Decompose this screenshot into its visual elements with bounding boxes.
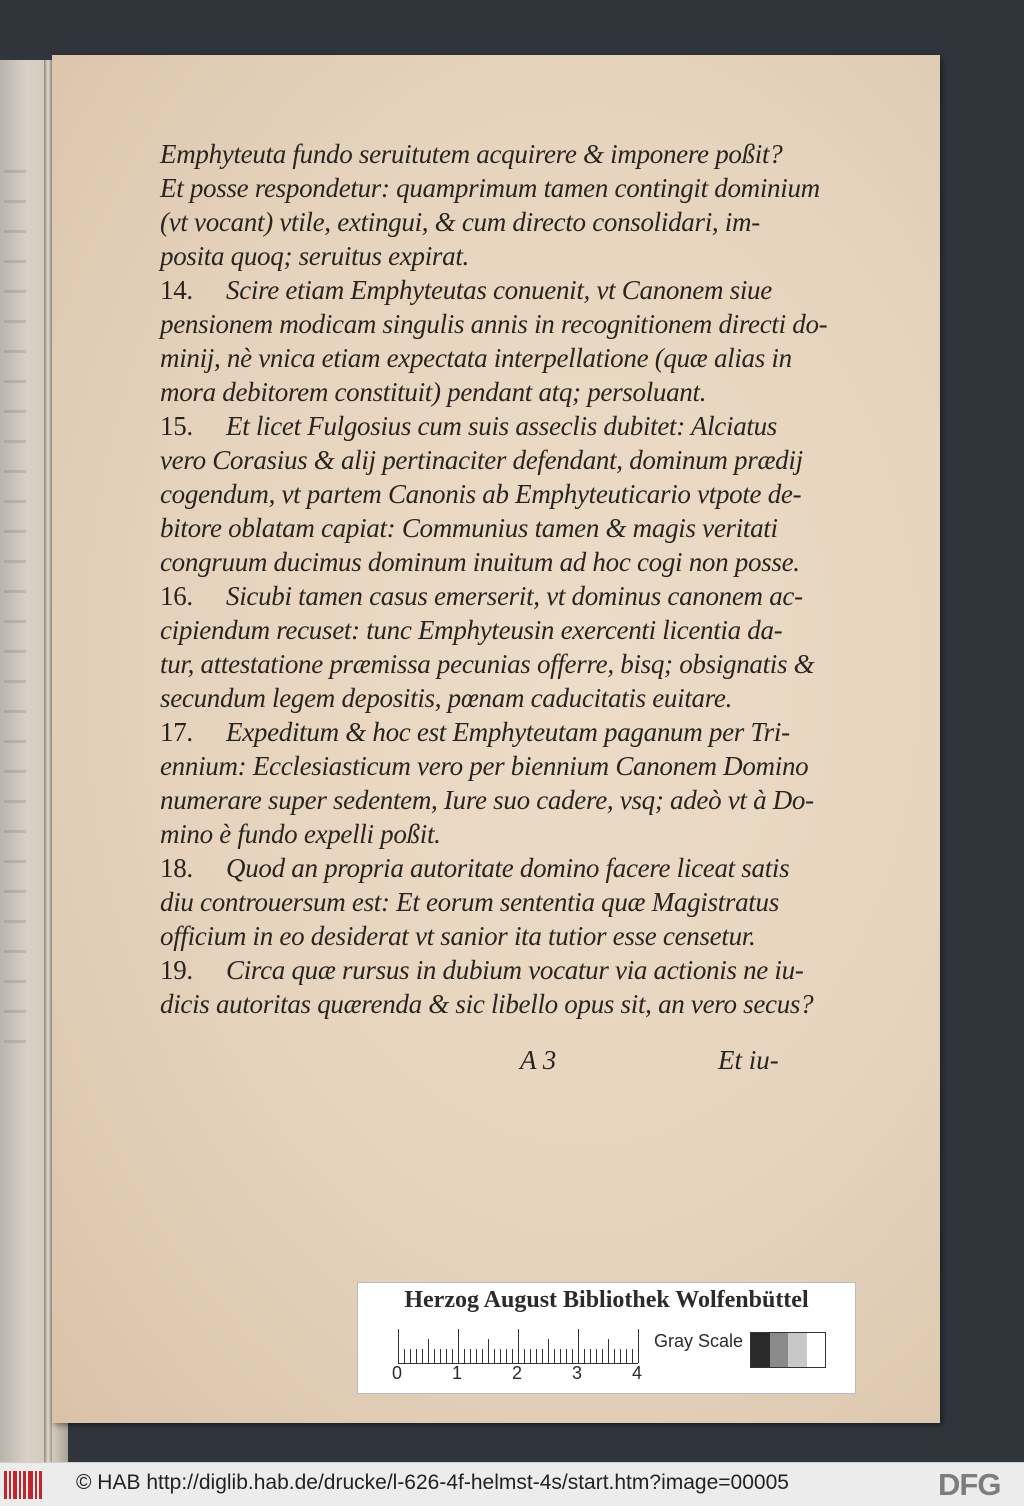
signature-mark: A 3 <box>520 1045 557 1075</box>
section-number: 19. <box>160 955 193 985</box>
text-line <box>160 817 808 851</box>
line-text: ennium: Ecclesiasticum vero per biennium Canonem Domino <box>160 751 809 781</box>
line-text: (vt vocant) vtile, extingui, & cum directo consolidari, im- <box>160 207 760 237</box>
ruler-tick <box>440 1349 441 1363</box>
line-text: Et posse respondetur: quamprimum tamen contingit dominium <box>160 173 820 203</box>
scale-ruler <box>398 1329 638 1365</box>
text-line <box>160 987 814 1021</box>
ruler-tick <box>620 1349 621 1363</box>
ruler-tick <box>470 1349 471 1363</box>
line-text: Expeditum & hoc est Emphyteutam paganum per Tri- <box>226 717 790 747</box>
text-line <box>160 239 808 273</box>
ruler-number: 4 <box>632 1363 643 1383</box>
gray-swatch <box>788 1333 807 1367</box>
ruler-tick <box>488 1339 489 1363</box>
text-line <box>160 443 808 477</box>
catchword: Et iu- <box>718 1045 779 1075</box>
book-fold <box>44 60 52 1475</box>
line-text: Scire etiam Emphyteutas conuenit, vt Canonem siue <box>226 275 772 305</box>
gray-swatch <box>751 1333 770 1367</box>
line-text: dicis autoritas quærenda & sic libello opus sit, an vero secus? <box>160 989 814 1019</box>
page-footer <box>520 1045 940 1085</box>
barcode-icon <box>4 1471 44 1499</box>
ruler-tick <box>554 1349 555 1363</box>
ruler-tick <box>632 1349 633 1363</box>
line-text: Circa quæ rursus in dubium vocatur via actionis ne iu- <box>226 955 804 985</box>
text-line <box>160 885 808 919</box>
ruler-tick <box>506 1349 507 1363</box>
ruler-tick <box>596 1349 597 1363</box>
ruler-number: 2 <box>512 1363 523 1383</box>
library-color-card <box>357 1282 856 1394</box>
ruler-tick <box>626 1349 627 1363</box>
gray-swatch <box>807 1333 826 1367</box>
text-line <box>160 919 808 953</box>
ruler-tick <box>578 1329 579 1363</box>
dfg-logo: DFG <box>938 1467 1001 1502</box>
line-text: pensionem modicam singulis annis in recognitionem directi do- <box>160 309 828 339</box>
card-title: Herzog August Bibliothek Wolfenbüttel <box>404 1287 809 1313</box>
line-text: bitore oblatam capiat: Communius tamen & magis veritati <box>160 513 778 543</box>
ruler-number: 1 <box>452 1363 463 1383</box>
ruler-tick <box>428 1339 429 1363</box>
ruler-tick <box>638 1329 639 1363</box>
ruler-tick <box>560 1349 561 1363</box>
line-text: vero Corasius & alij pertinaciter defendant, dominum prædij <box>160 445 803 475</box>
ruler-tick <box>494 1349 495 1363</box>
ruler-tick <box>602 1349 603 1363</box>
line-text: Quod an propria autoritate domino facere liceat satis <box>226 853 790 883</box>
text-line <box>160 579 808 613</box>
page-text <box>160 137 828 1021</box>
line-text: officium in eo desiderat vt sanior ita tutior esse censetur. <box>160 921 756 951</box>
line-text: congruum ducimus dominum inuitum ad hoc cogi non posse. <box>160 547 800 577</box>
text-line <box>160 409 808 443</box>
line-text: mora debitorem constituit) pendant atq; persoluant. <box>160 377 707 407</box>
ruler-tick <box>482 1349 483 1363</box>
text-line <box>160 307 828 341</box>
gray-scale-label: Gray Scale <box>654 1331 744 1351</box>
ruler-tick <box>398 1329 399 1363</box>
line-text: cogendum, vt partem Canonis ab Emphyteuticario vtpote de- <box>160 479 802 509</box>
ruler-tick <box>512 1349 513 1363</box>
ruler-tick <box>590 1349 591 1363</box>
text-line <box>160 613 808 647</box>
text-line <box>160 749 808 783</box>
text-line <box>160 341 808 375</box>
text-line <box>160 137 808 171</box>
text-line <box>160 477 808 511</box>
section-number: 18. <box>160 853 193 883</box>
source-url-text[interactable]: © HAB http://diglib.hab.de/drucke/l-626-4f-helmst-4s/start.htm?image=00005 <box>76 1471 789 1494</box>
ruler-tick <box>422 1349 423 1363</box>
line-text: diu controuersum est: Et eorum sententia quæ Magistratus <box>160 887 779 917</box>
ruler-tick <box>614 1349 615 1363</box>
line-text: numerare super sedentem, Iure suo cadere, vsq; adeò vt à Do- <box>160 785 814 815</box>
text-line <box>160 715 808 749</box>
ruler-tick <box>524 1349 525 1363</box>
ruler-tick <box>464 1349 465 1363</box>
ruler-tick <box>518 1329 519 1363</box>
ruler-tick <box>608 1339 609 1363</box>
line-text: mino è fundo expelli poßit. <box>160 819 441 849</box>
text-line <box>160 545 808 579</box>
ruler-tick <box>452 1349 453 1363</box>
line-text: secundum legem depositis, pœnam caducitatis euitare. <box>160 683 733 713</box>
text-line <box>160 375 808 409</box>
ruler-tick <box>434 1349 435 1363</box>
text-line <box>160 205 808 239</box>
line-text: Emphyteuta fundo seruitutem acquirere & imponere poßit? <box>160 139 783 169</box>
section-number: 14. <box>160 275 193 305</box>
ruler-tick <box>548 1339 549 1363</box>
document-page <box>52 55 940 1423</box>
ruler-tick <box>404 1349 405 1363</box>
section-number: 17. <box>160 717 193 747</box>
ruler-number: 3 <box>572 1363 583 1383</box>
section-number: 15. <box>160 411 193 441</box>
ruler-tick <box>530 1349 531 1363</box>
text-line <box>160 511 808 545</box>
line-text: posita quoq; seruitus expirat. <box>160 241 469 271</box>
ruler-tick <box>536 1349 537 1363</box>
text-line <box>160 681 808 715</box>
gray-swatch <box>770 1333 789 1367</box>
ruler-tick <box>584 1349 585 1363</box>
ruler-number: 0 <box>392 1363 403 1383</box>
line-text: Sicubi tamen casus emerserit, vt dominus canonem ac- <box>226 581 803 611</box>
text-line <box>160 851 808 885</box>
text-line <box>160 783 814 817</box>
ruler-tick <box>476 1349 477 1363</box>
status-bar <box>0 1462 1024 1506</box>
text-line <box>160 647 815 681</box>
ruler-tick <box>410 1349 411 1363</box>
gray-scale-swatches <box>750 1332 826 1368</box>
line-text: tur, attestatione præmissa pecunias offerre, bisq; obsignatis & <box>160 649 815 679</box>
ruler-tick <box>542 1349 543 1363</box>
ruler-tick <box>416 1349 417 1363</box>
ruler-tick <box>500 1349 501 1363</box>
line-text: Et licet Fulgosius cum suis asseclis dubitet: Alciatus <box>226 411 777 441</box>
line-text: cipiendum recuset: tunc Emphyteusin exercenti licentia da- <box>160 615 783 645</box>
ruler-tick <box>566 1349 567 1363</box>
ruler-tick <box>572 1349 573 1363</box>
text-line <box>160 273 808 307</box>
ruler-tick <box>446 1349 447 1363</box>
line-text: minij, nè vnica etiam expectata interpellatione (quæ alias in <box>160 343 792 373</box>
ruler-tick <box>458 1329 459 1363</box>
text-line <box>160 171 820 205</box>
section-number: 16. <box>160 581 193 611</box>
text-line <box>160 953 808 987</box>
